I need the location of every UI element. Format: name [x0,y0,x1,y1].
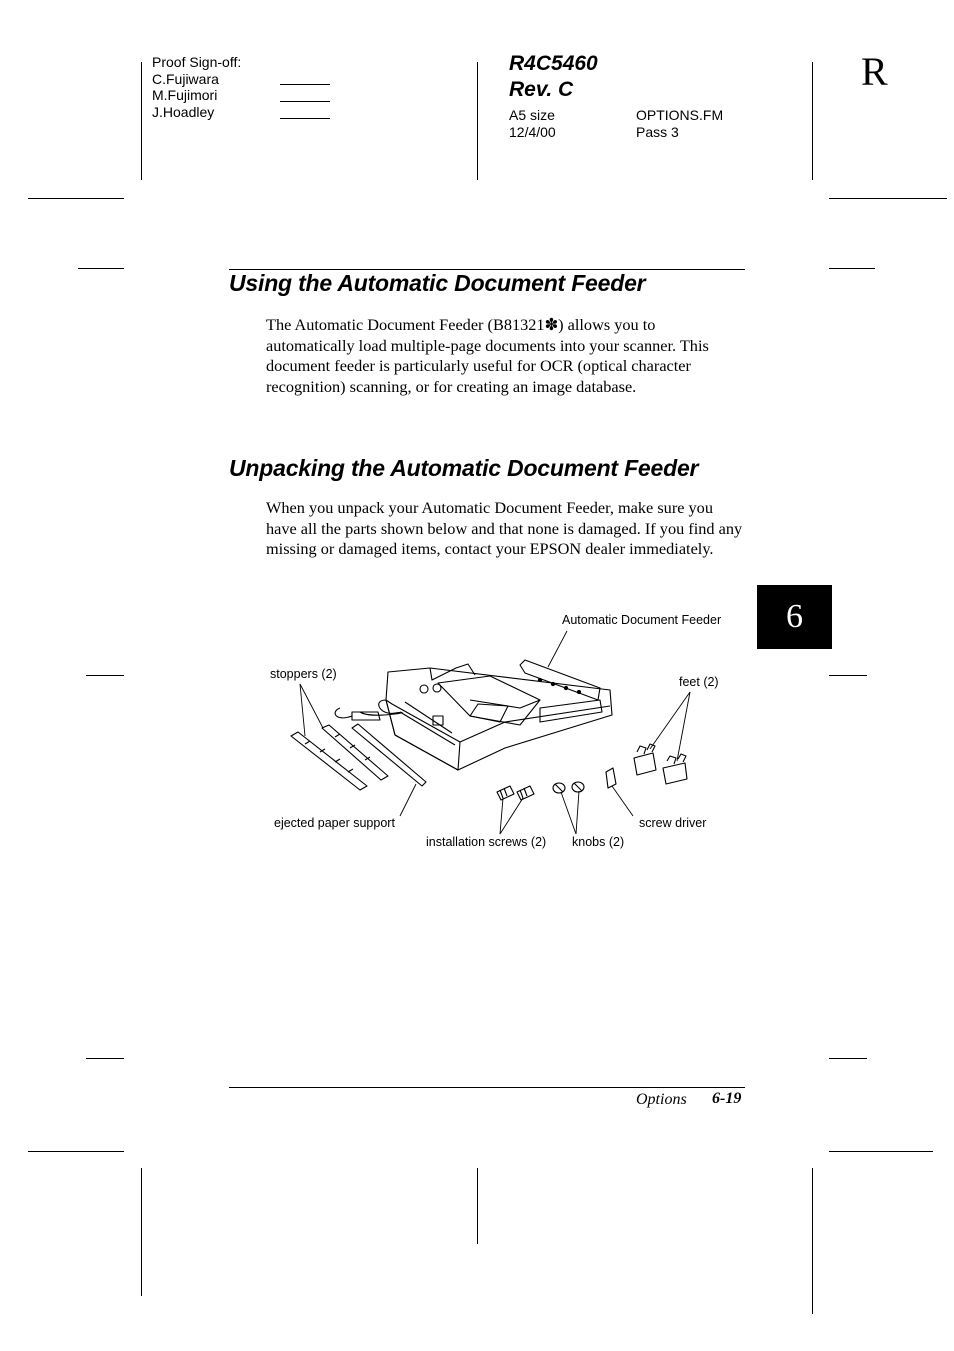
screwdriver-drawing [606,768,616,788]
label-stoppers: stoppers (2) [270,667,337,681]
body-paragraph: The Automatic Document Feeder (B81321✽) allows you to automatically load multiple-page documents into your scanner. This document feeder is particularly useful for OCR (optical character recognition) scanning, or for creating an image database. [266,315,709,396]
signoff-blank [280,84,330,85]
section-heading: Unpacking the Automatic Document Feeder [229,455,699,481]
pass-number: Pass 3 [636,123,679,140]
chapter-tab: 6 [757,585,832,649]
doc-meta-right [636,107,723,140]
signoff-blank [280,101,330,102]
signoff-name: J.Hoadley [152,103,215,120]
signoff-name: M.Fujimori [152,87,218,103]
footer-rule [229,1087,745,1088]
doc-date: 12/4/00 [509,123,556,140]
signoff-name: C.Fujiwara [152,70,219,87]
document-id [509,51,598,103]
corner-mark: R [861,49,888,94]
label-knobs: knobs (2) [572,835,625,849]
body-paragraph: When you unpack your Automatic Document Feeder, make sure you have all the parts shown below and that none is damaged. If you find any missing or damaged items, contact your EPSON dealer immediately. [266,498,743,558]
proof-signoff-block [152,54,241,120]
label-adf: Automatic Document Feeder [562,613,722,627]
doc-meta-left [509,107,556,140]
signoff-blank [280,118,330,119]
doc-id: R4C5460 [509,52,598,75]
page-size: A5 size [509,107,555,123]
page-number: 6-19 [712,1090,742,1107]
footer-section: Options [636,1091,687,1108]
stoppers-drawing [291,725,388,790]
revision: Rev. C [509,78,574,101]
label-paper-support: ejected paper support [274,816,395,830]
label-screws: installation screws (2) [426,835,547,849]
label-screwdriver: screw driver [639,816,707,830]
proof-signoff-label: Proof Sign-off: [152,54,242,70]
section-heading: Using the Automatic Document Feeder [229,270,646,296]
screws-drawing [497,786,534,800]
file-name: OPTIONS.FM [636,107,724,123]
adf-unit-drawing [335,660,612,770]
label-feet: feet (2) [679,675,719,689]
